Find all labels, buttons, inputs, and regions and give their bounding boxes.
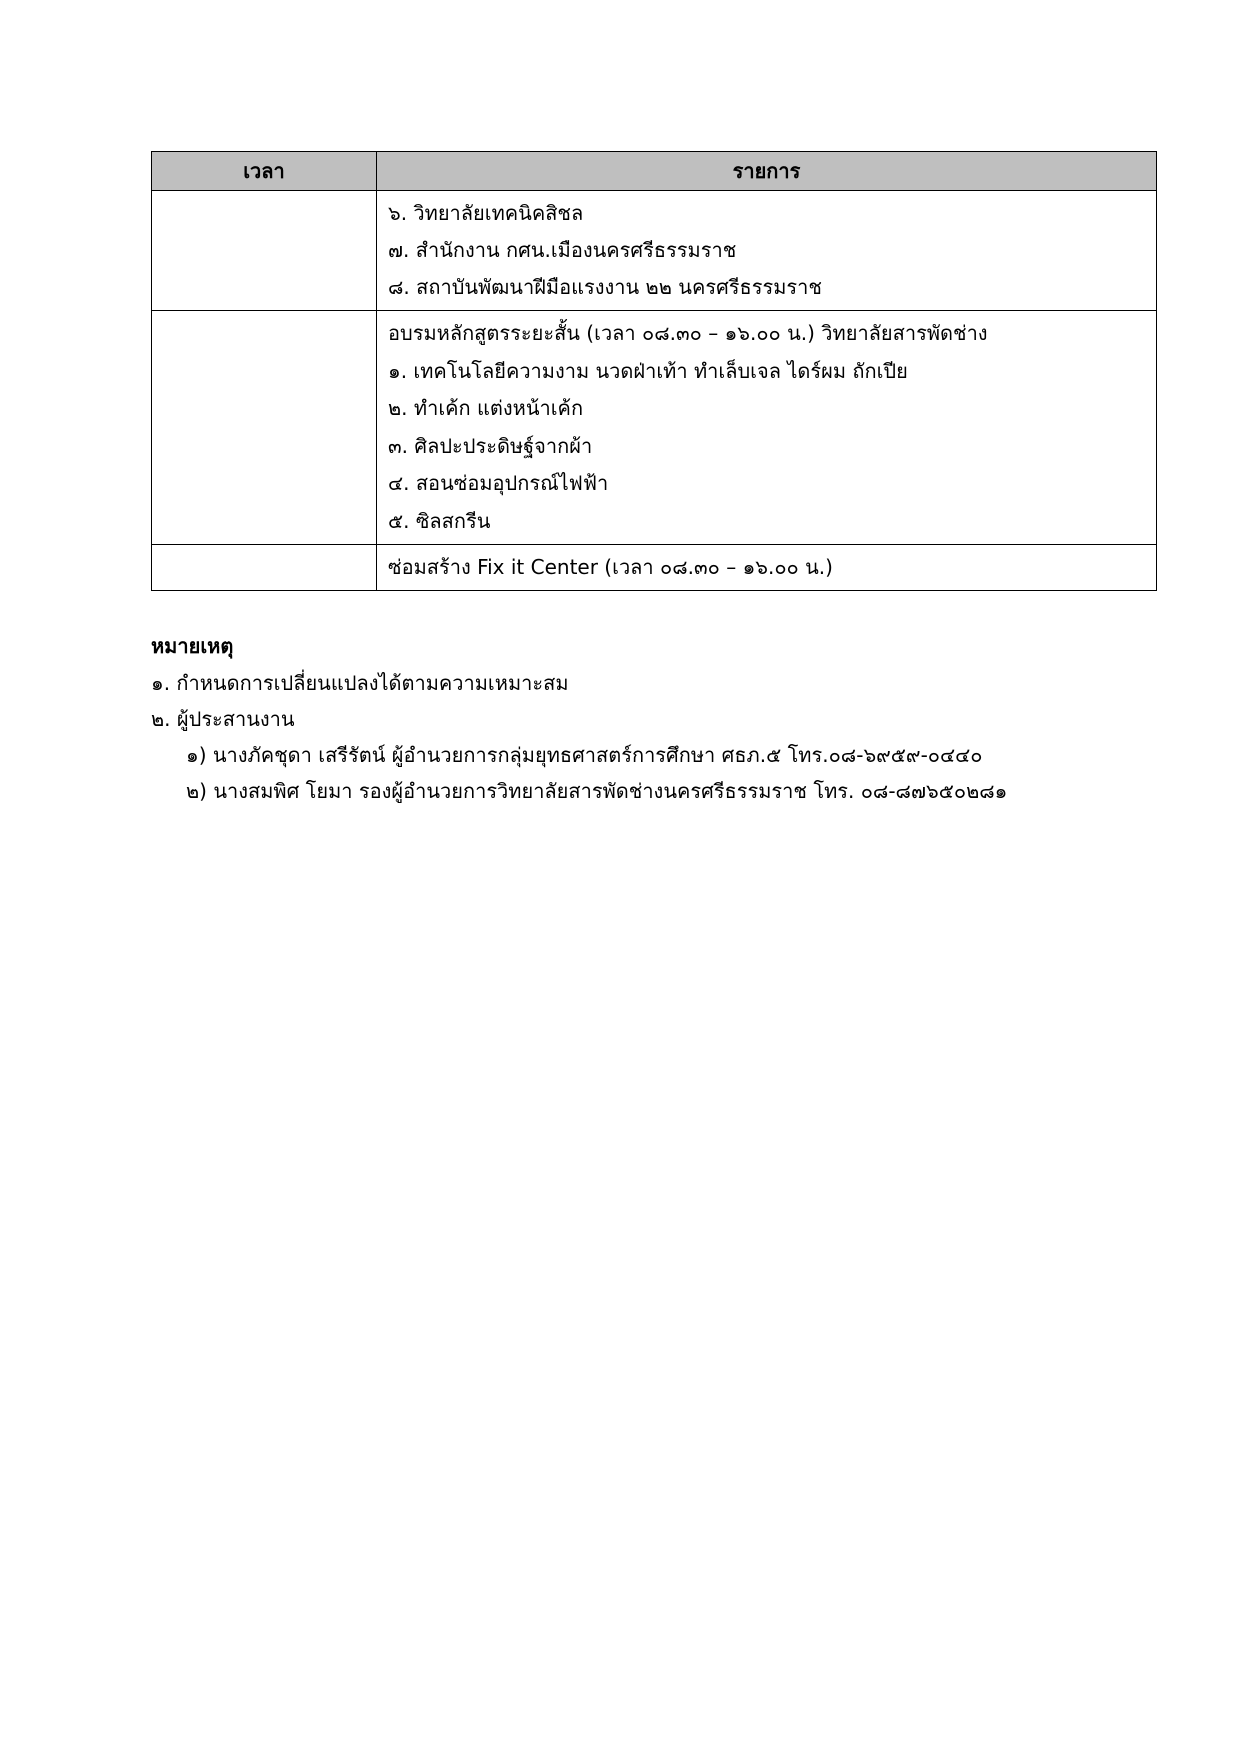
list-item: ๑. เทคโนโลยีความงาม นวดฝ่าเท้า ทำเล็บเจล ไดร์ผม ถักเปีย: [388, 358, 908, 383]
list-item: ๒. ทำเค้ก แต่งหน้าเค้ก: [388, 396, 584, 420]
note-item: ๒. ผู้ประสานงาน: [151, 707, 295, 731]
list-item: ๘. สถาบันพัฒนาฝีมือแรงงาน ๒๒ นครศรีธรรมราช: [388, 275, 822, 299]
table-row: [152, 311, 1157, 545]
list-item: ซ่อมสร้าง Fix it Center (เวลา ๐๘.๓๐ – ๑๖.๐๐ น.): [388, 555, 833, 579]
schedule-table: [151, 151, 1157, 591]
table-header-row: [152, 152, 1157, 191]
list-item: ๓. ศิลปะประดิษฐ์จากผ้า: [388, 433, 593, 458]
time-cell: [152, 545, 377, 591]
notes-section: [151, 628, 1151, 809]
header-time: เวลา: [152, 152, 377, 191]
list-item: ๕. ซิลสกรีน: [388, 508, 491, 533]
items-cell: [377, 311, 1157, 545]
contact-item: ๑) นางภัคชุดา เสรีรัตน์ ผู้อำนวยการกลุ่มยุทธศาสตร์การศึกษา ศธภ.๕ โทร.๐๘-๖๙๕๙-๐๔๔๐: [186, 743, 983, 767]
items-cell: [377, 191, 1157, 311]
table-row: [152, 545, 1157, 591]
list-item: ๗. สำนักงาน กศน.เมืองนครศรีธรรมราช: [388, 238, 737, 262]
notes-heading: หมายเหตุ: [151, 634, 234, 658]
list-item: ๔. สอนซ่อมอุปกรณ์ไฟฟ้า: [388, 471, 609, 495]
time-cell: [152, 311, 377, 545]
header-items: รายการ: [377, 152, 1157, 191]
contact-item: ๒) นางสมพิศ โยมา รองผู้อำนวยการวิทยาลัยสารพัดช่างนครศรีธรรมราช โทร. ๐๘-๘๗๖๕๐๒๘๑: [186, 779, 1008, 803]
list-item: อบรมหลักสูตรระยะสั้น (เวลา ๐๘.๓๐ – ๑๖.๐๐ น.) วิทยาลัยสารพัดช่าง: [388, 321, 988, 345]
table-row: [152, 191, 1157, 311]
items-cell: [377, 545, 1157, 591]
time-cell: [152, 191, 377, 311]
list-item: ๖. วิทยาลัยเทคนิคสิชล: [388, 201, 584, 225]
note-item: ๑. กำหนดการเปลี่ยนแปลงได้ตามความเหมาะสม: [151, 671, 569, 695]
